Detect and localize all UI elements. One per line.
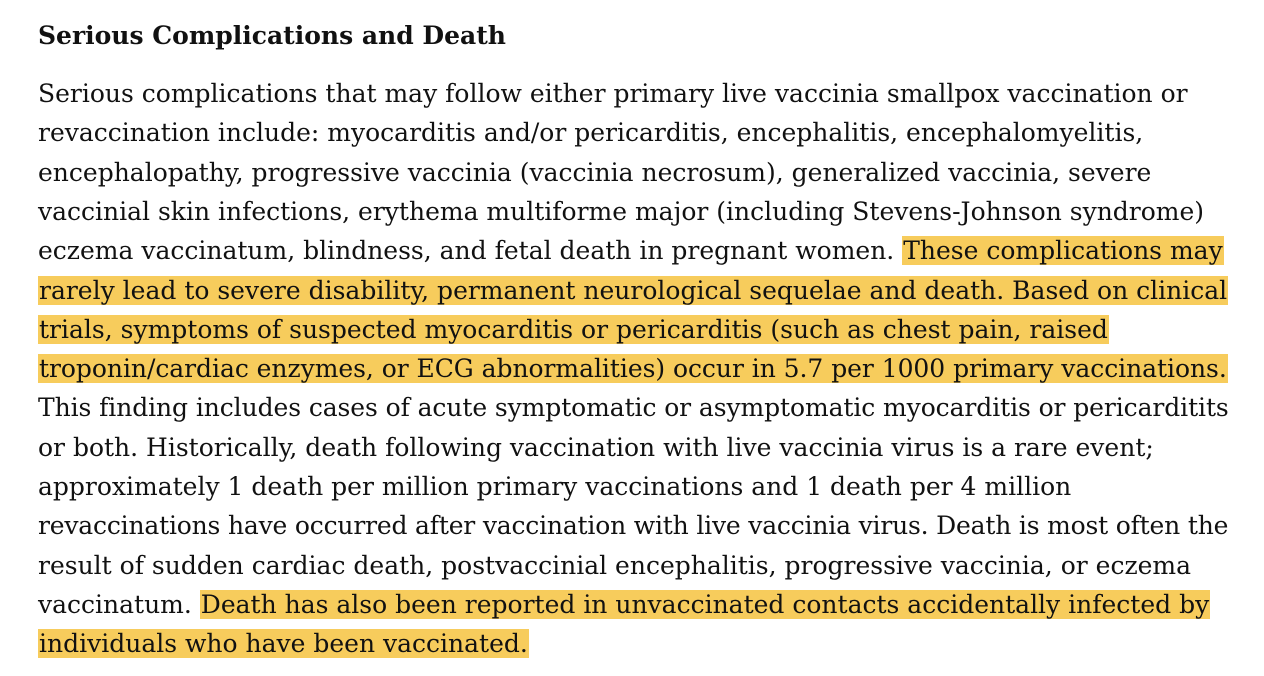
- body-text: or both. Historically, death following vaccination with live vaccinia virus is a rare event;: [38, 432, 1154, 462]
- text-line: [38, 506, 1228, 546]
- body-text: result of sudden cardiac death, postvaccinial encephalitis, progressive vaccinia, or eczema: [38, 550, 1192, 580]
- highlighted-text: individuals who have been vaccinated.: [39, 629, 528, 659]
- body-text: vaccinatum.: [38, 589, 200, 619]
- highlighted-text: trials, symptoms of suspected myocarditis or pericarditis (such as chest pain, raised: [39, 314, 1108, 344]
- text-line: [38, 467, 1071, 507]
- text-line: [38, 624, 529, 664]
- highlighted-text: troponin/cardiac enzymes, or ECG abnormalities) occur in 5.7 per 1000 primary vaccinations.: [39, 354, 1227, 384]
- text-line: [38, 271, 1228, 311]
- text-line: [38, 231, 1224, 271]
- body-text: revaccinations have occurred after vaccination with live vaccinia virus. Death is most often the: [38, 511, 1229, 541]
- text-line: [38, 310, 1109, 350]
- body-text: encephalopathy, progressive vaccinia (vaccinia necrosum), generalized vaccinia, severe: [38, 157, 1152, 187]
- text-line: [38, 113, 1143, 153]
- body-text: This finding includes cases of acute symptomatic or asymptomatic myocarditis or pericarditits: [38, 393, 1229, 423]
- text-line: [38, 585, 1210, 625]
- body-text: eczema vaccinatum, blindness, and fetal death in pregnant women.: [38, 236, 903, 266]
- body-text: approximately 1 death per million primary vaccinations and 1 death per 4 million: [38, 472, 1072, 501]
- text-line: [38, 192, 1204, 232]
- text-line: [38, 428, 1154, 468]
- text-line: [38, 349, 1228, 389]
- body-text: revaccination include: myocarditis and/or pericarditis, encephalitis, encephalomyelitis,: [38, 118, 1144, 148]
- text-line: [38, 388, 1229, 428]
- text-line: [38, 74, 1188, 114]
- highlighted-text: These complications may: [903, 236, 1223, 266]
- section-heading: Serious Complications and Death: [38, 21, 506, 50]
- highlighted-text: Death has also been reported in unvaccinated contacts accidentally infected by: [200, 589, 1210, 619]
- body-text: Serious complications that may follow either primary live vaccinia smallpox vaccination or: [38, 79, 1188, 108]
- text-line: [38, 153, 1151, 193]
- text-line: [38, 546, 1191, 586]
- highlighted-text: rarely lead to severe disability, permanent neurological sequelae and death. Based on clinical: [39, 275, 1228, 305]
- body-text: vaccinial skin infections, erythema multiforme major (including Stevens-Johnson syndrome): [38, 196, 1205, 226]
